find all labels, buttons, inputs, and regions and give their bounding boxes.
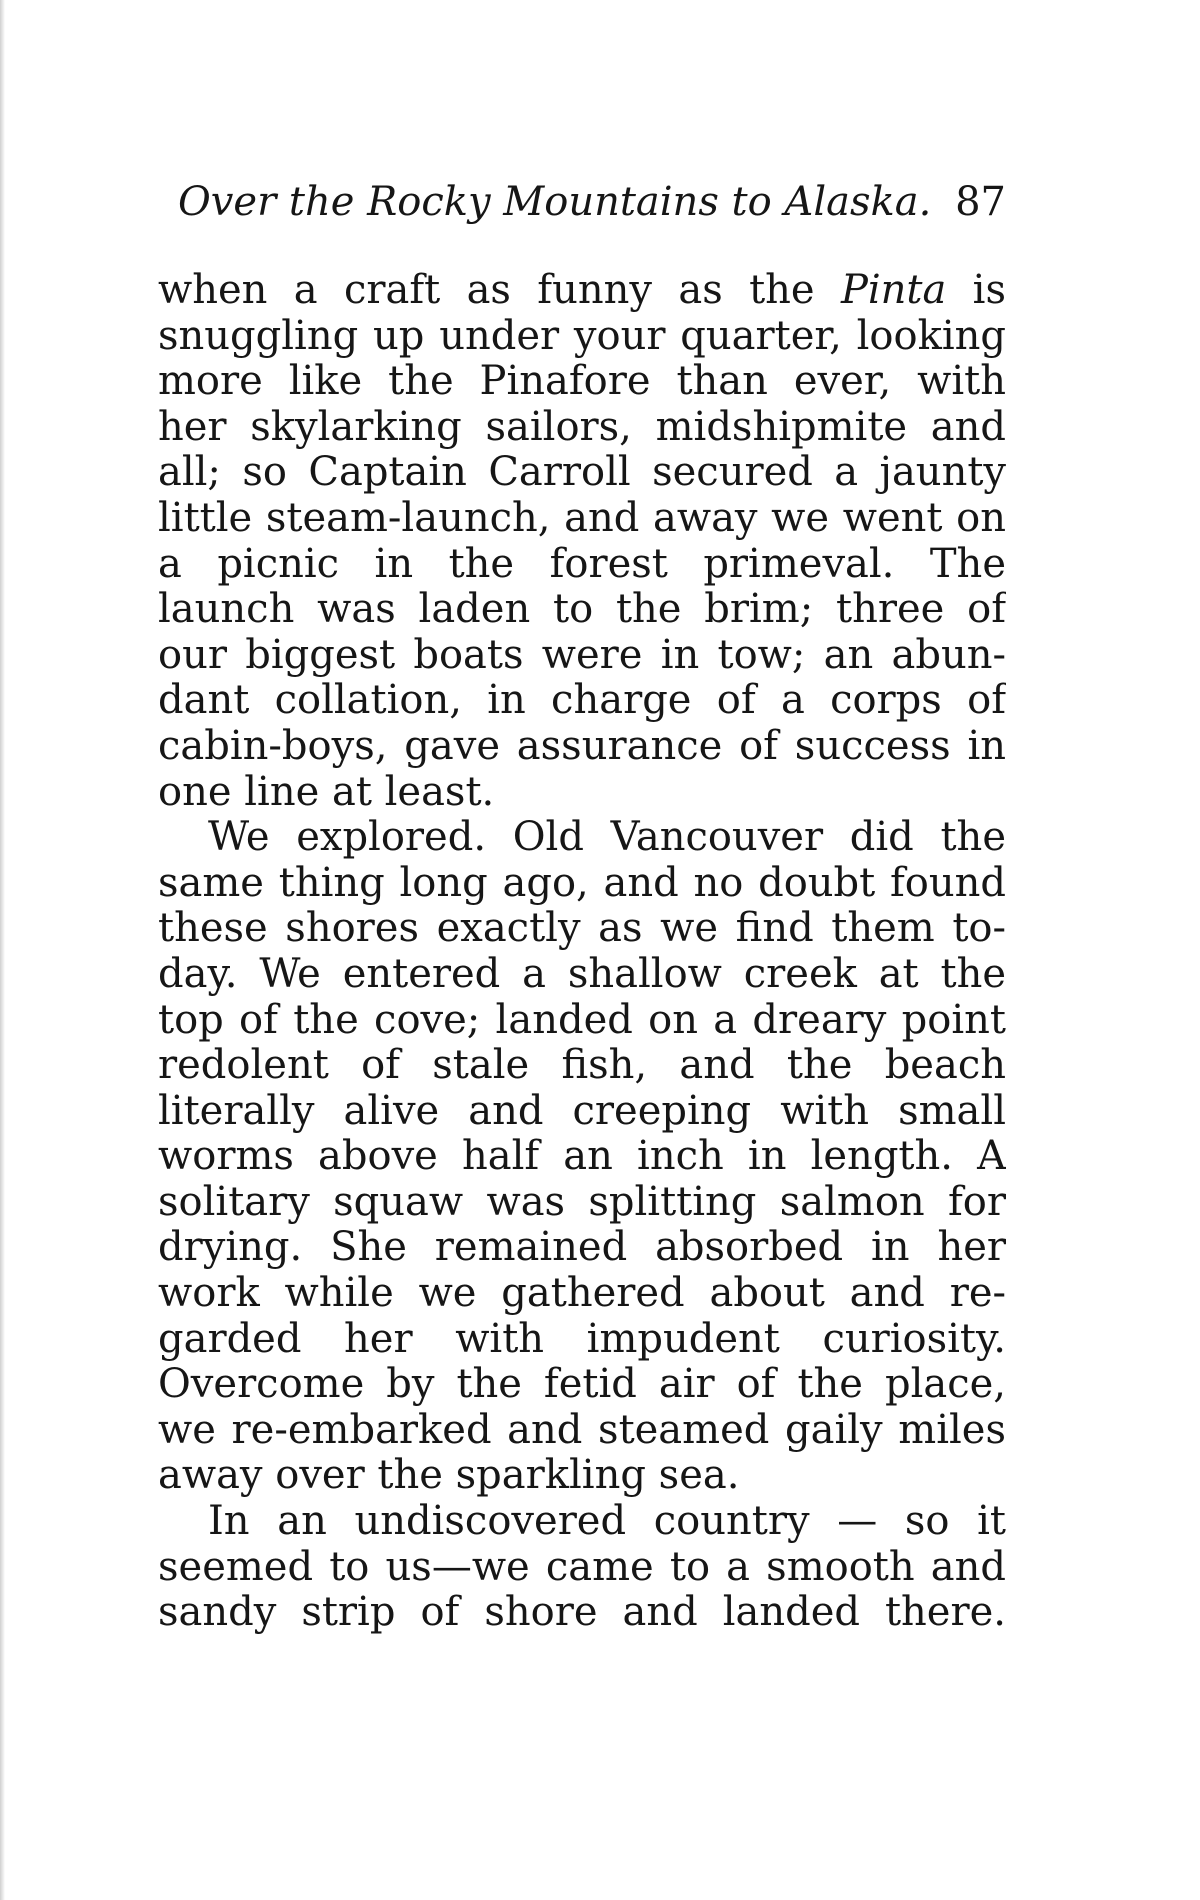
page-number: 87 <box>955 179 1006 225</box>
text-line: we re-embarked and steamed gaily miles <box>158 1407 1006 1453</box>
text-line: cabin-boys, gave assurance of success in <box>158 723 1006 769</box>
paragraph <box>158 815 1006 1499</box>
text-line <box>158 268 1006 314</box>
text-line: literally alive and creeping with small <box>158 1088 1006 1134</box>
text-line: little steam-launch, and away we went on <box>158 495 1006 541</box>
text-line: garded her with impudent curiosity. <box>158 1316 1006 1362</box>
text-line: In an undiscovered country — so it <box>208 1499 1006 1545</box>
text-line: drying. She remained absorbed in her <box>158 1225 1006 1271</box>
paragraph <box>158 268 1006 815</box>
text-line: worms above half an inch in length. A <box>158 1134 1006 1180</box>
text-line: day. We entered a shallow creek at the <box>158 951 1006 997</box>
text-line: snuggling up under your quarter, looking <box>158 313 1006 359</box>
body-text <box>158 268 1006 1636</box>
running-header <box>178 172 1006 232</box>
paragraph <box>158 1499 1006 1636</box>
text-line: Overcome by the fetid air of the place, <box>158 1362 1006 1408</box>
running-title: Over the Rocky Mountains to Alaska. <box>178 179 932 225</box>
text-line: top of the cove; landed on a dreary point <box>158 997 1006 1043</box>
page-edge-shadow <box>0 0 5 1900</box>
text-line: these shores exactly as we find them to- <box>158 906 1006 952</box>
text-line: sandy strip of shore and landed there. <box>158 1590 1006 1636</box>
text-line: a picnic in the forest primeval. The <box>158 541 1006 587</box>
text-line: seemed to us—we came to a smooth and <box>158 1544 1006 1590</box>
text-line: redolent of stale fish, and the beach <box>158 1043 1006 1089</box>
text-line: her skylarking sailors, midshipmite and <box>158 404 1006 450</box>
text-line: more like the Pinafore than ever, with <box>158 359 1006 405</box>
text-line: We explored. Old Vancouver did the <box>208 815 1006 861</box>
text-line: solitary squaw was splitting salmon for <box>158 1179 1006 1225</box>
text-line: launch was laden to the brim; three of <box>158 587 1006 633</box>
text-line: work while we gathered about and re- <box>158 1271 1006 1317</box>
text-line: away over the sparkling sea. <box>158 1453 740 1499</box>
ship-name: Pinta <box>840 268 947 313</box>
text-line-content: when a craft as funny as the Pinta is <box>158 268 1006 313</box>
text-line: one line at least. <box>158 769 495 815</box>
text-line: our biggest boats were in tow; an abun- <box>158 632 1006 678</box>
text-line: dant collation, in charge of a corps of <box>158 678 1006 724</box>
text-line: same thing long ago, and no doubt found <box>158 860 1006 906</box>
text-line: all; so Captain Carroll secured a jaunty <box>158 450 1006 496</box>
